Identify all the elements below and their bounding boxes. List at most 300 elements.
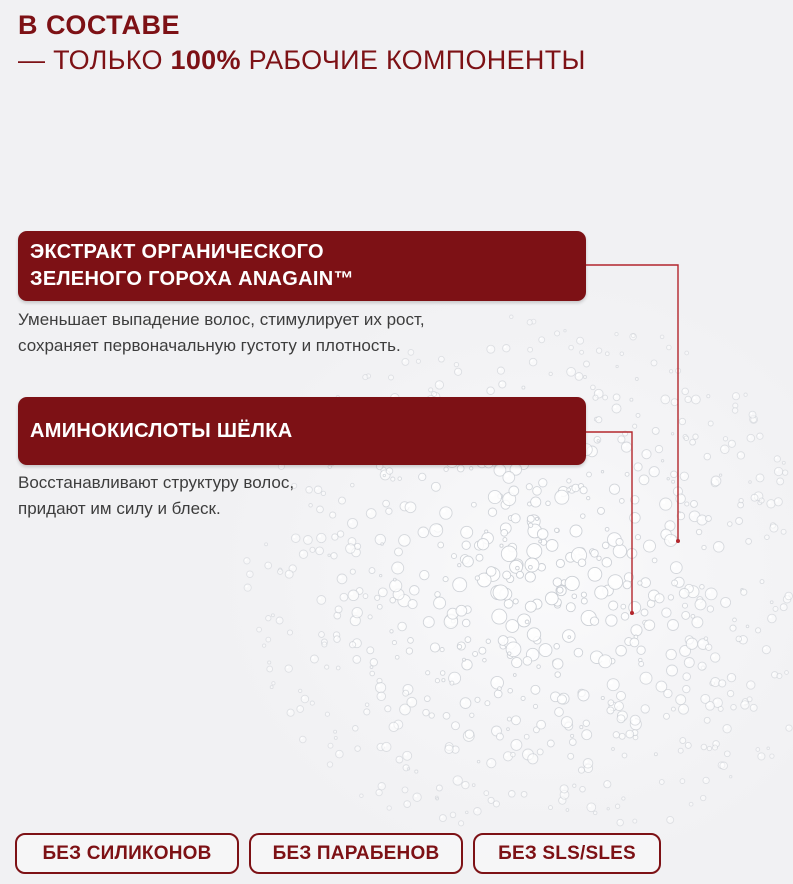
water-droplet — [555, 672, 561, 678]
water-droplet — [546, 501, 551, 506]
water-droplet — [328, 743, 333, 748]
water-droplet-highlight — [624, 582, 626, 584]
water-droplet — [619, 733, 625, 739]
water-droplet-highlight — [245, 559, 247, 561]
water-droplet-highlight — [608, 617, 611, 620]
water-droplet — [604, 781, 611, 788]
water-droplet — [350, 642, 356, 648]
water-droplet — [413, 793, 421, 801]
water-droplet — [539, 479, 547, 487]
water-droplet — [382, 742, 391, 751]
water-droplet-highlight — [681, 590, 684, 593]
water-droplet — [720, 762, 728, 770]
water-droplet — [682, 388, 689, 395]
water-droplet — [731, 704, 737, 710]
water-droplet — [265, 543, 268, 546]
water-droplet — [493, 801, 499, 807]
water-droplet — [640, 672, 652, 684]
water-droplet-highlight — [404, 753, 407, 756]
water-droplet-highlight — [686, 586, 689, 589]
water-droplet-highlight — [527, 574, 530, 577]
water-droplet-highlight — [504, 573, 506, 575]
water-droplet — [580, 786, 586, 792]
water-droplet-highlight — [420, 475, 422, 477]
water-droplet-highlight — [286, 666, 288, 668]
water-droplet — [701, 744, 707, 750]
water-droplet-highlight — [582, 599, 584, 601]
water-droplet — [630, 513, 641, 524]
water-droplet-highlight — [432, 526, 436, 530]
water-droplet — [642, 450, 651, 459]
water-droplet — [419, 473, 426, 480]
water-droplet-highlight — [682, 474, 685, 477]
water-droplet — [339, 497, 346, 504]
water-droplet-highlight — [627, 732, 629, 734]
water-droplet — [508, 688, 513, 693]
water-droplet-highlight — [337, 752, 339, 754]
water-droplet-highlight — [307, 488, 309, 490]
water-droplet-highlight — [581, 488, 583, 490]
water-droplet — [605, 352, 609, 356]
water-droplet — [711, 653, 720, 662]
water-droplet — [486, 639, 490, 643]
water-droplet — [630, 638, 639, 647]
water-droplet — [454, 362, 458, 366]
water-droplet — [749, 411, 756, 418]
water-droplet-highlight — [397, 757, 399, 759]
water-droplet — [452, 722, 460, 730]
water-droplet-highlight — [463, 543, 466, 546]
water-droplet — [736, 518, 743, 525]
water-droplet — [667, 665, 678, 676]
water-droplet — [631, 625, 642, 636]
water-droplet — [462, 541, 470, 549]
water-droplet-highlight — [505, 495, 509, 499]
water-droplet — [387, 806, 391, 810]
water-droplet-highlight — [675, 488, 678, 491]
water-droplet-highlight — [333, 535, 335, 537]
water-droplet-highlight — [571, 740, 573, 742]
water-droplet — [774, 467, 782, 475]
water-droplet — [439, 356, 445, 362]
water-droplet — [573, 784, 576, 787]
water-droplet — [660, 335, 664, 339]
water-droplet-highlight — [354, 657, 356, 659]
water-droplet — [420, 570, 429, 579]
water-droplet — [677, 512, 685, 520]
water-droplet-highlight — [778, 479, 780, 481]
water-droplet-highlight — [464, 620, 466, 622]
water-droplet — [509, 486, 519, 496]
water-droplet-highlight — [764, 647, 766, 649]
water-droplet — [702, 545, 706, 549]
water-droplet-highlight — [650, 592, 653, 595]
water-droplet — [591, 385, 596, 390]
water-droplet — [408, 600, 417, 609]
water-droplet — [525, 572, 535, 582]
water-droplet-highlight — [597, 588, 601, 592]
water-droplet-highlight — [534, 488, 537, 491]
water-droplet — [711, 476, 721, 486]
water-droplet — [317, 533, 326, 542]
water-droplet-highlight — [631, 604, 635, 608]
water-droplet — [566, 809, 569, 812]
water-droplet — [402, 358, 409, 365]
water-droplet — [786, 725, 792, 731]
description-line: сохраняет первоначальную густоту и плотность. — [18, 336, 401, 355]
water-droplet-highlight — [462, 700, 465, 703]
water-droplet-highlight — [623, 444, 626, 447]
water-droplet-highlight — [580, 768, 582, 770]
water-droplet — [272, 682, 275, 685]
water-droplet — [391, 477, 395, 481]
water-droplet-highlight — [432, 645, 435, 648]
water-droplet — [601, 696, 604, 699]
water-droplet — [511, 739, 522, 750]
water-droplet — [476, 554, 483, 561]
water-droplet — [336, 666, 340, 670]
water-droplet — [396, 756, 403, 763]
water-droplet — [679, 588, 689, 598]
water-droplet-highlight — [596, 391, 599, 394]
water-droplet-highlight — [702, 696, 705, 699]
water-droplet — [719, 680, 726, 687]
water-droplet — [453, 578, 467, 592]
ingredient-title-silk-amino-acids — [18, 397, 586, 465]
water-droplet — [641, 705, 649, 713]
water-droplet — [475, 697, 480, 702]
water-droplet-highlight — [737, 519, 739, 521]
water-droplet-highlight — [694, 619, 697, 622]
water-droplet — [618, 436, 625, 443]
water-droplet-highlight — [340, 498, 342, 500]
water-droplet — [672, 480, 675, 483]
water-droplet — [340, 593, 348, 601]
water-droplet-highlight — [672, 564, 676, 568]
water-droplet-highlight — [525, 658, 528, 661]
water-droplet — [539, 540, 542, 543]
water-droplet — [617, 715, 625, 723]
water-droplet — [463, 556, 474, 567]
water-droplet-highlight — [558, 561, 560, 563]
water-droplet — [535, 517, 538, 520]
water-droplet — [561, 717, 572, 728]
water-droplet — [465, 730, 474, 739]
water-droplet-highlight — [668, 667, 671, 670]
water-droplet — [522, 386, 525, 389]
water-droplet — [756, 628, 761, 633]
water-droplet-highlight — [336, 607, 338, 609]
water-droplet-highlight — [530, 546, 534, 550]
water-droplet — [671, 707, 675, 711]
water-droplet — [607, 707, 614, 714]
water-droplet-highlight — [475, 809, 477, 811]
water-droplet — [622, 797, 625, 800]
water-droplet-highlight — [782, 605, 784, 607]
water-droplet — [304, 536, 313, 545]
water-droplet — [262, 644, 265, 647]
water-droplet — [634, 463, 642, 471]
water-droplet-highlight — [668, 818, 670, 820]
water-droplet-highlight — [488, 760, 491, 763]
water-droplet-highlight — [742, 590, 744, 592]
water-droplet-highlight — [555, 579, 558, 582]
water-droplet-highlight — [578, 338, 580, 340]
water-droplet — [580, 350, 584, 354]
water-droplet-highlight — [464, 661, 467, 664]
water-droplet — [436, 785, 442, 791]
water-droplet-highlight — [350, 592, 353, 595]
water-droplet — [429, 713, 434, 718]
water-droplet-highlight — [677, 696, 680, 699]
water-droplet — [578, 690, 589, 701]
water-droplet-highlight — [707, 590, 711, 594]
water-droplet-highlight — [480, 576, 484, 580]
water-droplet-highlight — [632, 717, 635, 720]
water-droplet-highlight — [580, 692, 583, 695]
water-droplet — [751, 494, 758, 501]
water-droplet-highlight — [708, 607, 710, 609]
water-droplet-highlight — [683, 389, 685, 391]
water-droplet-highlight — [378, 745, 380, 747]
water-droplet — [556, 559, 564, 567]
water-droplet — [398, 477, 402, 481]
water-droplet — [553, 659, 563, 669]
water-droplet-highlight — [636, 464, 638, 466]
water-droplet-highlight — [484, 535, 487, 538]
badge-no-parabens: БЕЗ ПАРАБЕНОВ — [249, 833, 463, 874]
description-line: придают им силу и блеск. — [18, 499, 221, 518]
water-droplet — [533, 704, 537, 708]
water-droplet-highlight — [573, 486, 575, 488]
water-droplet-highlight — [354, 609, 357, 612]
water-droplet — [670, 562, 682, 574]
water-droplet-highlight — [604, 543, 606, 545]
water-droplet-highlight — [380, 590, 383, 593]
water-droplet-highlight — [595, 438, 597, 440]
water-droplet — [270, 686, 273, 689]
water-droplet — [473, 651, 478, 656]
water-droplet — [759, 498, 764, 503]
water-droplet-highlight — [539, 565, 541, 567]
water-droplet-highlight — [532, 499, 535, 502]
heading-prefix: — ТОЛЬКО — [18, 45, 171, 75]
water-droplet-highlight — [405, 802, 407, 804]
water-droplet — [395, 655, 399, 659]
water-droplet — [317, 596, 326, 605]
water-droplet — [575, 373, 583, 381]
water-droplet-highlight — [561, 786, 563, 788]
water-droplet — [691, 500, 698, 507]
water-droplet — [335, 606, 342, 613]
water-droplet-highlight — [692, 502, 694, 504]
water-droplet — [386, 508, 392, 514]
water-droplet — [310, 655, 318, 663]
water-droplet — [685, 396, 691, 402]
water-droplet — [608, 700, 614, 706]
water-droplet — [389, 375, 394, 380]
water-droplet — [595, 586, 608, 599]
water-droplet-highlight — [609, 681, 613, 685]
water-droplet-highlight — [351, 643, 353, 645]
water-droplet — [466, 811, 469, 814]
water-droplet — [350, 569, 355, 574]
water-droplet-highlight — [527, 603, 530, 606]
water-droplet — [376, 683, 386, 693]
water-droplet — [555, 331, 560, 336]
water-droplet — [499, 381, 506, 388]
water-droplet-highlight — [455, 580, 459, 584]
water-droplet-highlight — [720, 681, 722, 683]
water-droplet-highlight — [520, 616, 524, 620]
water-droplet — [407, 768, 409, 770]
water-droplet — [442, 679, 445, 682]
water-droplet — [567, 488, 571, 492]
water-droplet — [617, 691, 626, 700]
water-droplet — [671, 433, 673, 435]
water-droplet-highlight — [688, 640, 691, 643]
water-droplet-highlight — [773, 673, 775, 675]
water-droplet — [475, 576, 479, 580]
water-droplet-highlight — [504, 549, 509, 554]
water-droplet — [678, 748, 683, 753]
water-droplet — [457, 465, 464, 472]
water-droplet — [285, 665, 292, 672]
water-droplet — [378, 783, 385, 790]
water-droplet — [377, 692, 386, 701]
water-droplet-highlight — [489, 798, 491, 800]
water-droplet-highlight — [568, 579, 572, 583]
water-droplet — [765, 535, 770, 540]
water-droplet-highlight — [576, 650, 579, 653]
water-droplet — [683, 673, 691, 681]
water-droplet — [493, 585, 508, 600]
badge-no-sls-sles: БЕЗ SLS/SLES — [473, 833, 661, 874]
water-droplet — [398, 622, 407, 631]
water-droplet — [578, 559, 586, 567]
water-droplet — [507, 717, 511, 721]
water-droplet — [718, 706, 723, 711]
water-droplet — [407, 697, 417, 707]
water-droplet — [415, 770, 418, 773]
water-droplet-highlight — [334, 633, 336, 635]
water-droplet — [750, 704, 757, 711]
water-droplet-highlight — [776, 499, 778, 501]
water-droplet — [587, 472, 592, 477]
water-droplet-highlight — [414, 794, 417, 797]
water-droplet — [531, 497, 541, 507]
water-droplet — [629, 602, 641, 614]
water-droplet — [533, 487, 542, 496]
water-droplet — [641, 609, 648, 616]
water-droplet-highlight — [477, 556, 479, 558]
water-droplet-highlight — [682, 647, 685, 650]
water-droplet — [504, 599, 513, 608]
water-droplet — [399, 535, 411, 547]
water-droplet — [682, 611, 690, 619]
water-droplet — [667, 478, 669, 480]
water-droplet-highlight — [714, 742, 716, 744]
water-droplet-highlight — [331, 513, 333, 515]
water-droplet-highlight — [574, 550, 579, 555]
water-droplet-highlight — [512, 466, 515, 469]
water-droplet — [472, 502, 477, 507]
water-droplet — [785, 671, 789, 675]
water-droplet-highlight — [401, 537, 405, 541]
water-droplet — [244, 558, 250, 564]
water-droplet-highlight — [538, 750, 540, 752]
water-droplet — [268, 661, 271, 664]
heading-line-1: В СОСТАВЕ — [18, 10, 180, 40]
water-droplet-highlight — [663, 397, 666, 400]
water-droplet — [570, 525, 582, 537]
water-droplet — [443, 712, 450, 719]
water-droplet-highlight — [668, 651, 671, 654]
water-droplet — [285, 570, 293, 578]
water-droplet-highlight — [540, 480, 543, 483]
water-droplet — [526, 484, 532, 490]
water-droplet — [386, 468, 393, 475]
water-droplet-highlight — [610, 603, 613, 606]
water-droplet — [525, 620, 529, 624]
water-droplet-highlight — [530, 756, 533, 759]
water-droplet — [549, 806, 553, 810]
water-droplet — [639, 661, 644, 666]
water-droplet-highlight — [533, 687, 536, 690]
water-droplet-highlight — [437, 786, 439, 788]
water-droplet — [500, 544, 503, 547]
water-droplet-highlight — [513, 741, 516, 744]
water-droplet — [704, 717, 710, 723]
water-droplet — [698, 662, 706, 670]
water-droplet-highlight — [672, 400, 674, 402]
water-droplet — [528, 347, 533, 352]
water-droplet — [728, 440, 735, 447]
water-droplet — [462, 619, 470, 627]
water-droplet-highlight — [642, 610, 644, 612]
water-droplet — [679, 418, 685, 424]
water-droplet — [701, 694, 710, 703]
water-droplet-highlight — [677, 496, 680, 499]
heading-percent: 100% — [170, 45, 241, 75]
water-droplet — [378, 588, 387, 597]
water-droplet — [346, 544, 356, 554]
water-droplet — [458, 564, 461, 567]
water-droplet — [459, 821, 464, 826]
water-droplet — [615, 702, 624, 711]
water-droplet — [774, 498, 782, 506]
water-droplet — [537, 529, 548, 540]
water-droplet-highlight — [653, 429, 655, 431]
water-droplet — [507, 728, 510, 731]
water-droplet-highlight — [277, 618, 279, 620]
water-droplet-highlight — [371, 660, 373, 662]
description-line: Уменьшает выпадение волос, стимулирует их рост, — [18, 310, 425, 329]
water-droplet — [498, 636, 508, 646]
water-droplet — [591, 550, 599, 558]
water-droplet — [509, 791, 516, 798]
water-droplet-highlight — [568, 604, 571, 607]
water-droplet — [537, 749, 543, 755]
water-droplet-highlight — [686, 743, 688, 745]
water-droplet — [531, 685, 540, 694]
water-droplet — [487, 759, 496, 768]
water-droplet — [430, 643, 439, 652]
water-droplet — [470, 467, 473, 470]
water-droplet — [503, 538, 507, 542]
water-droplet-highlight — [500, 637, 503, 640]
water-droplet — [602, 542, 609, 549]
